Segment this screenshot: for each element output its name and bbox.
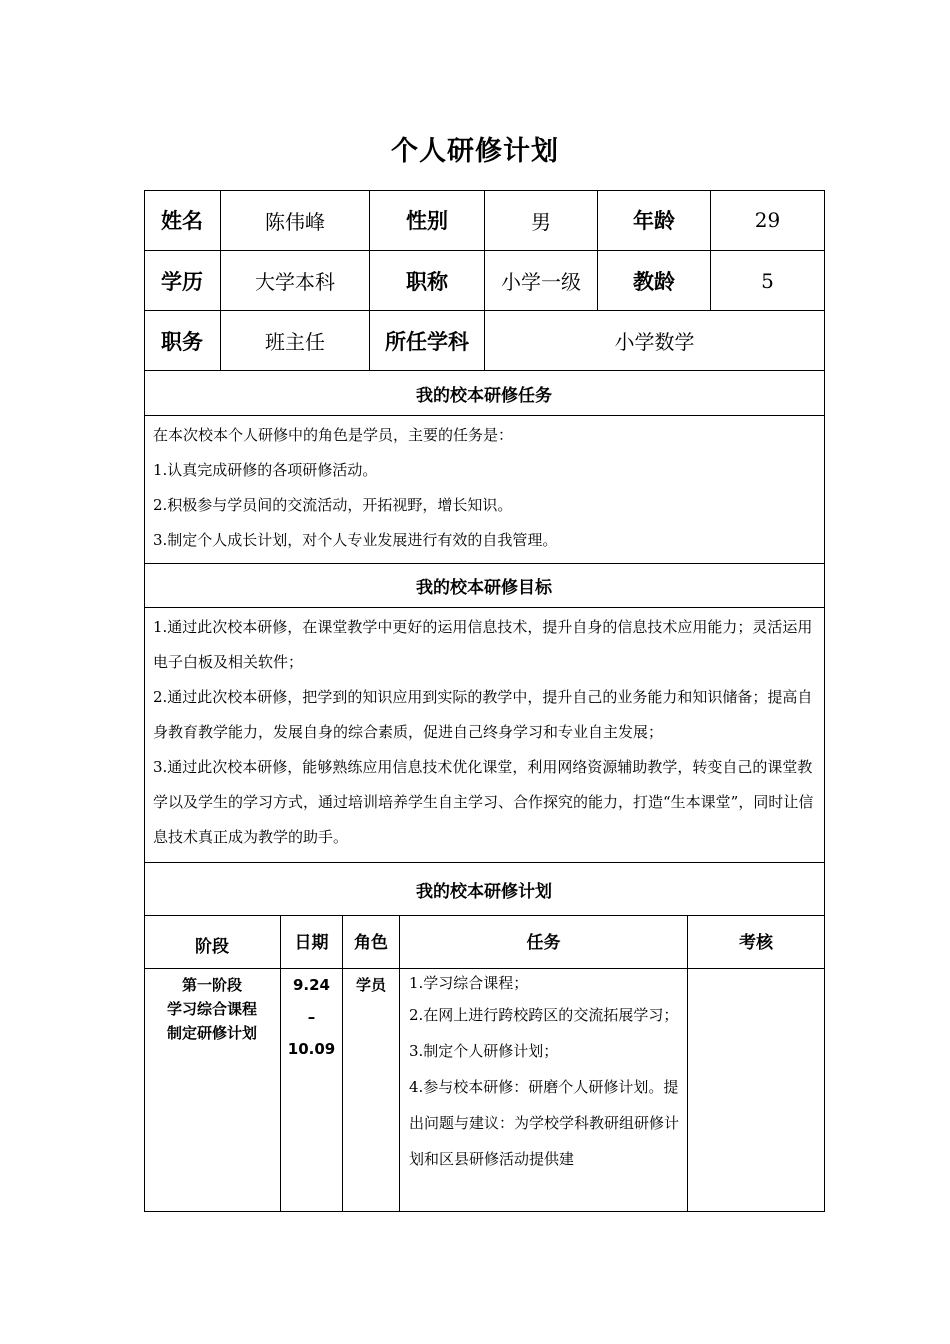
rank-value: 小学一级: [485, 251, 598, 311]
gender-label: 性别: [370, 190, 485, 251]
teach-years-value: 5: [711, 251, 825, 311]
date-end: 10.09: [287, 1040, 336, 1058]
stage-line: 第一阶段: [181, 976, 242, 994]
stage-line: 学习综合课程: [166, 1000, 257, 1018]
tasks-line: 3.制定个人成长计划，对个人专业发展进行有效的自我管理。: [153, 531, 558, 549]
tasks-body: [144, 416, 825, 564]
task-line: 1.学习综合课程；: [409, 974, 529, 992]
col-date: 日期: [281, 916, 343, 969]
col-assessment: 考核: [688, 916, 825, 969]
subject-value: 小学数学: [485, 311, 825, 371]
duty-label: 职务: [144, 311, 221, 371]
task-line: 3.制定个人研修计划；: [409, 1042, 559, 1060]
col-role: 角色: [343, 916, 400, 969]
rank-label: 职称: [370, 251, 485, 311]
stage-line: 制定研修计划: [166, 1024, 257, 1042]
teach-years-label: 教龄: [598, 251, 711, 311]
goals-heading: 我的校本研修目标: [144, 564, 825, 608]
age-label: 年龄: [598, 190, 711, 251]
education-value: 大学本科: [221, 251, 370, 311]
page-title: 个人研修计划: [391, 136, 559, 167]
goals-line: 3.通过此次校本研修，能够熟练应用信息技术优化课堂，利用网络资源辅助教学，转变自己的课堂教学以及学生的学习方式，通过培训培养学生自主学习、合作探究的能力，打造“生本课堂”，同时让信息技术真正成为教学的助手。: [153, 758, 814, 846]
col-task: 任务: [400, 916, 688, 969]
goals-line: 2.通过此次校本研修，把学到的知识应用到实际的教学中，提升自己的业务能力和知识储备；提高自身教育教学能力，发展自身的综合素质，促进自己终身学习和专业自主发展；: [153, 688, 813, 741]
assessment-cell: [688, 969, 825, 1212]
subject-label: 所任学科: [370, 311, 485, 371]
plan-heading: 我的校本研修计划: [144, 863, 825, 916]
education-label: 学历: [144, 251, 221, 311]
name-label: 姓名: [144, 190, 221, 251]
gender-value: 男: [485, 190, 598, 251]
stage-cell: [144, 969, 281, 1212]
task-cell: [400, 969, 688, 1212]
tasks-heading: 我的校本研修任务: [144, 371, 825, 416]
date-dash: –: [307, 1008, 316, 1026]
tasks-line: 1.认真完成研修的各项研修活动。: [153, 461, 378, 479]
task-line: 4.参与校本研修：研磨个人研修计划。提出问题与建议：为学校学科教研组研修计划和区县研修活动提供建: [409, 1078, 680, 1168]
name-value: 陈伟峰: [221, 190, 370, 251]
col-stage: 阶段: [144, 916, 281, 969]
tasks-line: 2.积极参与学员间的交流活动，开拓视野，增长知识。: [153, 496, 513, 514]
plan-table: [144, 190, 825, 1212]
date-cell: [281, 969, 343, 1212]
duty-value: 班主任: [221, 311, 370, 371]
age-value: 29: [711, 190, 825, 251]
date-start: 9.24: [292, 976, 330, 994]
task-line: 2.在网上进行跨校跨区的交流拓展学习；: [409, 1006, 679, 1024]
goals-line: 1.通过此次校本研修，在课堂教学中更好的运用信息技术，提升自身的信息技术应用能力；灵活运用电子白板及相关软件；: [153, 618, 813, 671]
role-cell: 学员: [343, 969, 400, 1212]
tasks-line: 在本次校本个人研修中的角色是学员，主要的任务是：: [153, 426, 514, 444]
goals-body: [144, 608, 825, 863]
